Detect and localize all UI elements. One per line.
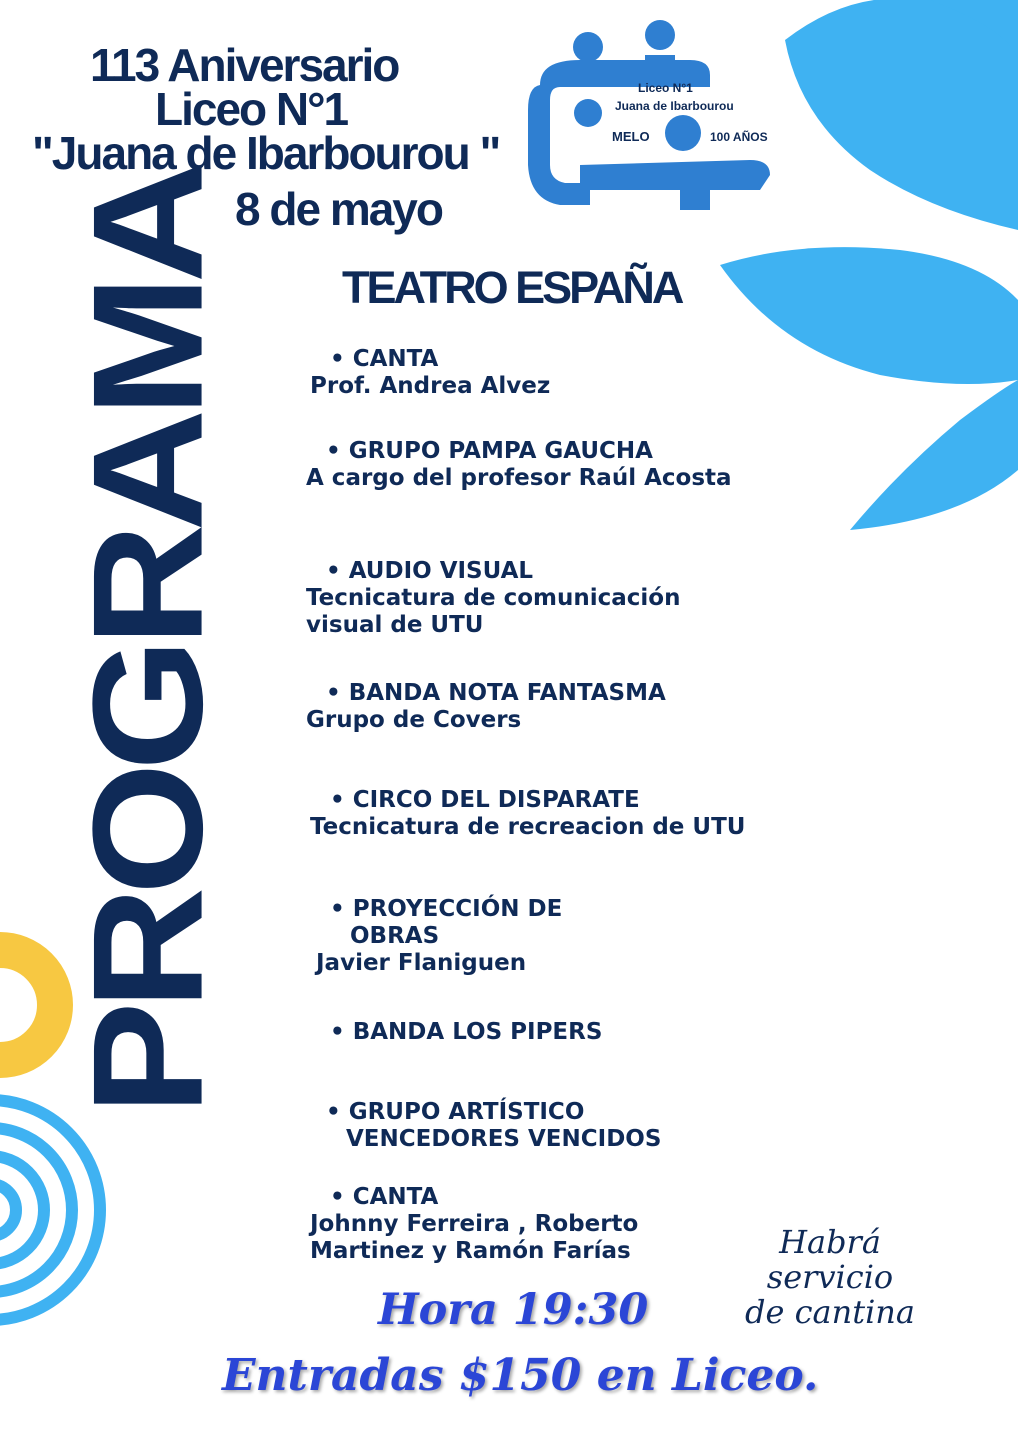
- program-item-detail: Grupo de Covers: [306, 707, 522, 733]
- program-item-detail: Tecnicatura de comunicación: [306, 585, 681, 611]
- program-item-detail: Johnny Ferreira , Roberto: [310, 1211, 639, 1237]
- yellow-arc: [0, 950, 55, 1060]
- concentric-arcs: [0, 1100, 100, 1320]
- program-item-title: • CANTA: [310, 1184, 638, 1211]
- program-item-title-cont: VENCEDORES VENCIDOS: [346, 1126, 662, 1152]
- program-item: [306, 558, 680, 639]
- program-item: [316, 896, 562, 977]
- event-time: Hora 19:30: [378, 1285, 649, 1335]
- program-item-title: • CIRCO DEL DISPARATE: [310, 787, 745, 814]
- venue-title: TEATRO ESPAÑA: [342, 262, 682, 313]
- program-item: [306, 680, 666, 734]
- school-logo: [520, 15, 775, 215]
- program-item-detail: Martinez y Ramón Farías: [310, 1238, 631, 1264]
- anniversary-title: 113 Aniversario: [90, 39, 399, 91]
- program-item-title: • AUDIO VISUAL: [306, 558, 680, 585]
- event-date: 8 de mayo: [235, 183, 442, 235]
- school-name: Liceo N°1: [155, 83, 348, 135]
- ticket-info: Entradas $150 en Liceo.: [222, 1350, 819, 1401]
- program-item-title: • BANDA LOS PIPERS: [330, 1019, 602, 1046]
- program-item-detail: Prof. Andrea Alvez: [310, 373, 551, 399]
- program-item-detail: visual de UTU: [306, 612, 484, 638]
- logo-years: 100 AÑOS: [710, 130, 768, 144]
- program-item: [306, 438, 732, 492]
- program-item-detail: Javier Flaniguen: [316, 950, 527, 976]
- cantina-note: [735, 1225, 925, 1330]
- program-item: [326, 1099, 661, 1153]
- program-item: [310, 787, 745, 841]
- program-item-detail: Tecnicatura de recreacion de UTU: [310, 814, 746, 840]
- program-item-title-cont: OBRAS: [350, 923, 440, 949]
- program-vertical-title: PROGRAMA: [60, 168, 236, 1115]
- program-item-title: • BANDA NOTA FANTASMA: [306, 680, 666, 707]
- cantina-line: de cantina: [745, 1293, 915, 1331]
- program-item-title: • GRUPO PAMPA GAUCHA: [306, 438, 732, 465]
- logo-city: MELO: [612, 129, 650, 144]
- school-honoree: "Juana de Ibarbourou ": [32, 127, 500, 179]
- program-item: [310, 346, 550, 400]
- logo-line2: Juana de Ibarbourou: [615, 99, 734, 113]
- program-item-detail: A cargo del profesor Raúl Acosta: [306, 465, 732, 491]
- program-item-title: • PROYECCIÓN DE: [316, 896, 562, 923]
- program-item-title: • GRUPO ARTÍSTICO: [326, 1099, 661, 1126]
- logo-line1: Liceo N°1: [638, 81, 693, 95]
- cantina-line: Habrá: [779, 1223, 881, 1261]
- program-item: [310, 1184, 638, 1265]
- cantina-line: servicio: [766, 1258, 894, 1296]
- program-item: [330, 1019, 602, 1046]
- program-item-title: • CANTA: [310, 346, 550, 373]
